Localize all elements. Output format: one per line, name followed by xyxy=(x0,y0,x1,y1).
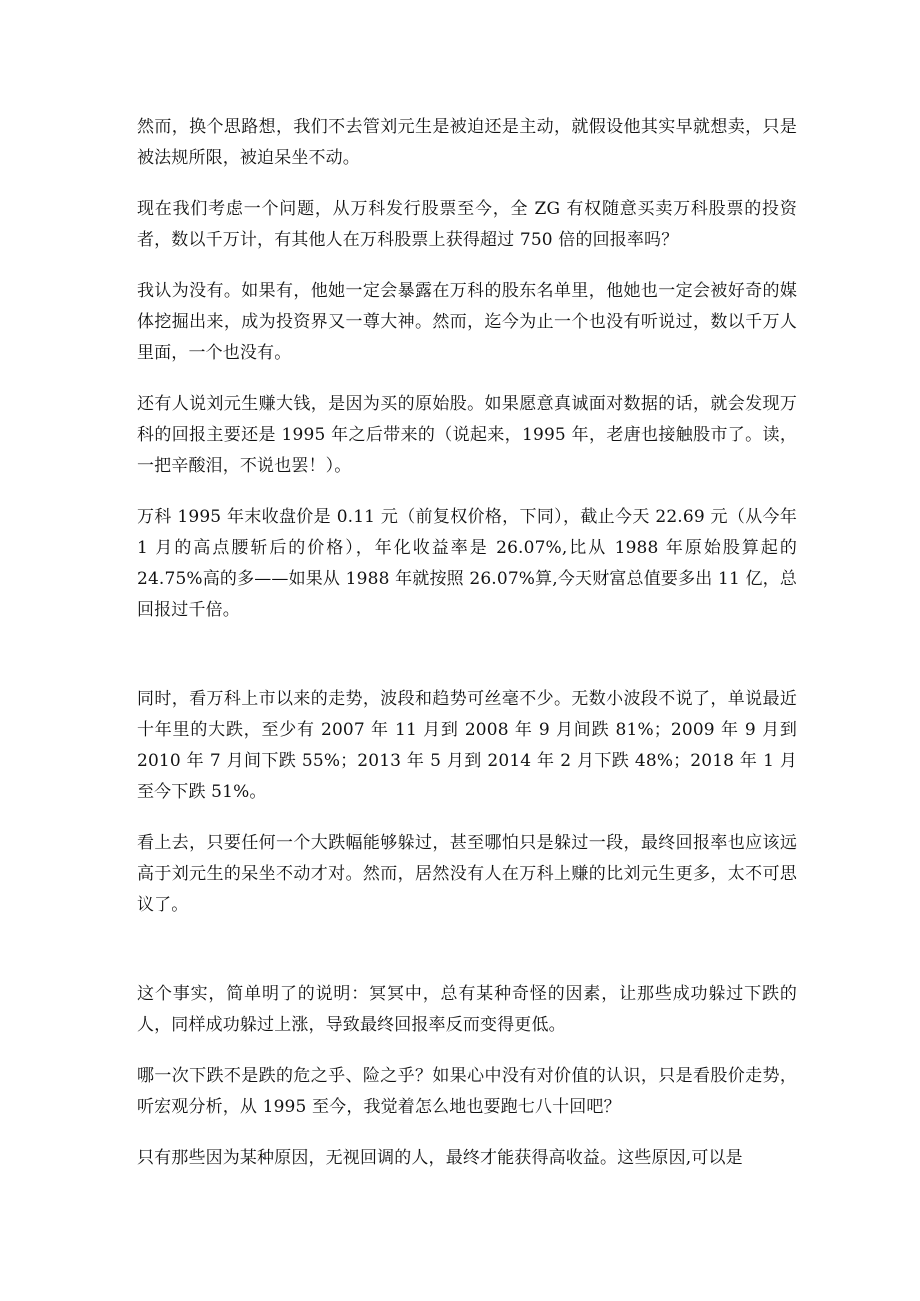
paragraph-9: 哪一次下跌不是跌的危之乎、险之乎？如果心中没有对价值的认识，只是看股价走势，听宏观分析，从 1995 至今，我觉着怎么地也要跑七八十回吧？ xyxy=(137,1066,797,1117)
paragraph-4: 还有人说刘元生赚大钱，是因为买的原始股。如果愿意真诚面对数据的话，就会发现万科的回报主要还是 1995 年之后带来的（说起来，1995 年，老唐也接触股市了。读，一把辛酸泪，不说也罢！）。 xyxy=(137,394,797,476)
paragraph-5: 万科 1995 年末收盘价是 0.11 元（前复权价格，下同），截止今天 22.69 元（从今年 1 月的高点腰斩后的价格），年化收益率是 26.07%,比从 1988 年原始股算起的 24.75%高的多——如果从 1988 年就按照 26.07%算,今天财富总值要多出 11 亿，总回报过千倍。 xyxy=(137,507,797,620)
blank-line xyxy=(137,646,797,684)
paragraph-8: 这个事实，简单明了的说明：冥冥中，总有某种奇怪的因素，让那些成功躲过下跌的人，同样成功躲过上涨，导致最终回报率反而变得更低。 xyxy=(137,984,797,1035)
article-body xyxy=(137,112,797,1194)
paragraph-3: 我认为没有。如果有，他她一定会暴露在万科的股东名单里，他她也一定会被好奇的媒体挖掘出来，成为投资界又一尊大神。然而，迄今为止一个也没有听说过，数以千万人里面，一个也没有。 xyxy=(137,281,797,363)
paragraph-1: 然而，换个思路想，我们不去管刘元生是被迫还是主动，就假设他其实早就想卖，只是被法规所限，被迫呆坐不动。 xyxy=(137,117,797,168)
paragraph-10: 只有那些因为某种原因，无视回调的人，最终才能获得高收益。这些原因,可以是 xyxy=(137,1148,743,1168)
paragraph-7: 看上去，只要任何一个大跌幅能够躲过，甚至哪怕只是躲过一段，最终回报率也应该远高于刘元生的呆坐不动才对。然而，居然没有人在万科上赚的比刘元生更多，太不可思议了。 xyxy=(137,833,797,915)
blank-line xyxy=(137,941,797,979)
paragraph-2: 现在我们考虑一个问题，从万科发行股票至今，全 ZG 有权随意买卖万科股票的投资者，数以千万计，有其他人在万科股票上获得超过 750 倍的回报率吗？ xyxy=(137,199,797,250)
paragraph-6: 同时，看万科上市以来的走势，波段和趋势可丝毫不少。无数小波段不说了，单说最近十年里的大跌，至少有 2007 年 11 月到 2008 年 9 月间跌 81%；2009 年 9 月到 2010 年 7 月间下跌 55%；2013 年 5 月到 2014 年 2 月下跌 48%；2018 年 1 月至今下跌 51%。 xyxy=(137,689,797,802)
